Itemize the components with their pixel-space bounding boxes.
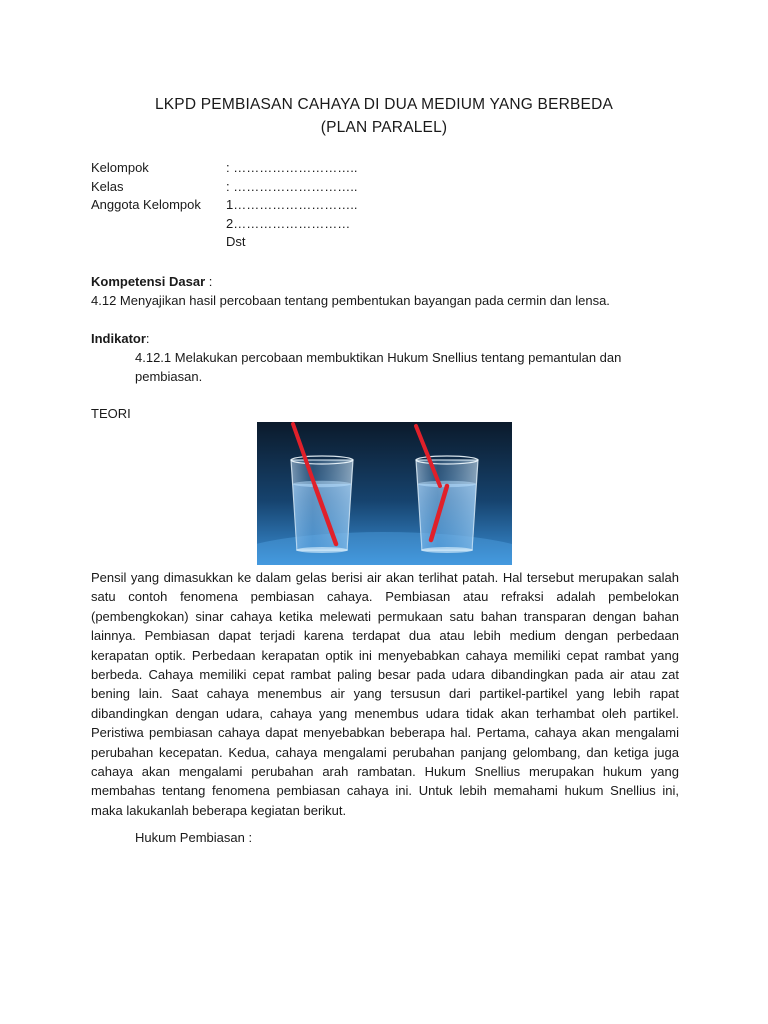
indikator-heading [91, 329, 639, 348]
indikator-colon: : [145, 331, 150, 346]
indikator-text: 4.12.1 Melakukan percobaan membuktikan Hukum Snellius tentang pemantulan dan pembiasan. [135, 350, 622, 384]
anggota-field-1: 1……………………….. [226, 197, 358, 213]
title-line-1: LKPD PEMBIASAN CAHAYA DI DUA MEDIUM YANG BERBEDA [154, 96, 614, 113]
teori-paragraph: Pensil yang dimasukkan ke dalam gelas berisi air akan terlihat patah. Hal tersebut merupakan salah satu contoh fenomena pembiasan cahaya. Pembiasan atau refraksi adalah pembelokan (pembengkokan) sinar cahaya ketika melewati permukaan satu bahan transparan dengan bahan lainnya. Pembiasan dapat terjadi karena terdapat dua atau lebih medium dengan perbedaan kerapatan optik. Perbedaan kerapatan optik ini menyebabkan cahaya memiliki cepat rambat yang berbeda. Cahaya memiliki cepat rambat paling besar pada udara dibandingkan pada air atau zat bening lain. Saat cahaya menembus air yang tersusun dari partikel-partikel yang lebih rapat dibandingkan dengan udara, cahaya yang menembus udara tidak akan terhambat oleh partikel. Peristiwa pembiasan cahaya dapat menyebabkan beberapa hal. Pertama, cahaya akan mengalami perubahan kecepatan. Kedua, cahaya mengalami perubahan panjang gelombang, dan ketiga juga cahaya akan mengalami perubahan arah rambatan. Hukum Snellius merupakan hukum yang membahas tentang fenomena pembiasan cahaya ini. Untuk lebih memahami hukum Snellius ini, maka lakukanlah beberapa kegiatan berikut. [91, 570, 679, 818]
kelas-field: : ……………………….. [226, 178, 358, 194]
anggota-dst: Dst [226, 234, 246, 250]
kompetensi-heading-text: Kompetensi Dasar [91, 274, 206, 289]
anggota-row-dst [91, 233, 357, 252]
title-line-2: (PLAN PARALEL) [320, 119, 448, 136]
kompetensi-section [91, 272, 610, 310]
page-title [0, 93, 768, 139]
anggota-label: Anggota Kelompok [91, 197, 201, 213]
indikator-section [91, 329, 639, 386]
kompetensi-heading [91, 272, 610, 291]
kelas-row [91, 178, 357, 197]
teori-heading: TEORI [91, 406, 131, 421]
anggota-field-2: 2……………………… [226, 215, 351, 231]
anggota-row-2 [91, 215, 357, 234]
refraction-glasses-image [257, 422, 512, 565]
kelas-label: Kelas [91, 178, 124, 194]
indikator-heading-text: Indikator [91, 331, 146, 346]
kelompok-field: : ……………………….. [226, 160, 358, 175]
kelompok-row [91, 159, 357, 178]
kompetensi-text: 4.12 Menyajikan hasil percobaan tentang pembentukan bayangan pada cermin dan lensa. [91, 293, 610, 308]
kelompok-label: Kelompok [91, 160, 149, 175]
anggota-row [91, 196, 357, 215]
kompetensi-colon: : [205, 274, 213, 289]
identity-block [91, 159, 357, 252]
hukum-pembiasan-label: Hukum Pembiasan : [135, 830, 253, 845]
